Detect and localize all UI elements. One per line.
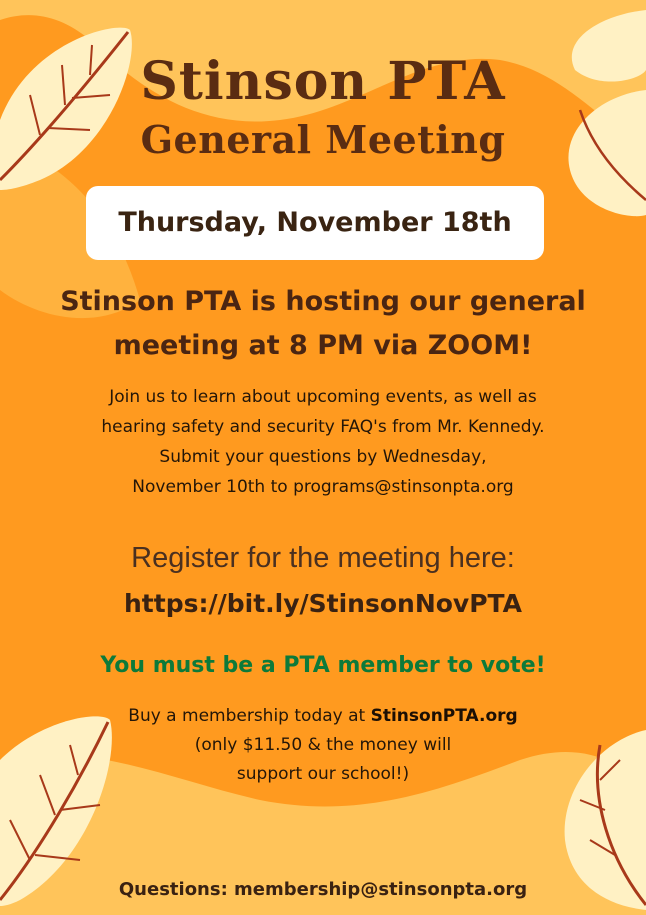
membership-line: (only $11.50 & the money will [194,735,452,755]
membership-site-link[interactable]: StinsonPTA.org [370,706,518,726]
questions-contact: Questions: membership@stinsonpta.org [118,879,528,900]
headline-line: Stinson PTA is hosting our general [60,286,586,317]
headline-line: meeting at 8 PM via ZOOM! [113,330,533,361]
description-line: Submit your questions by Wednesday, [159,447,487,467]
membership-line: support our school!) [236,764,410,784]
register-text: Register for the meeting here: [131,542,515,574]
autumn-leaf-icon [568,10,646,216]
description-line: Join us to learn about upcoming events, as well as [109,387,537,407]
buy-prefix: Buy a membership today at [128,706,371,726]
vote-notice: You must be a PTA member to vote! [100,653,546,678]
membership-info [0,702,646,789]
description-line: hearing safety and security FAQ's from Mr. Kennedy. [101,417,545,437]
description-line: November 10th to programs@stinsonpta.org [132,477,514,497]
date-banner [86,186,544,260]
title-line-1: Stinson PTA [140,51,506,112]
membership-line [0,702,646,731]
meeting-date: Thursday, November 18th [118,207,512,238]
event-description [0,382,646,502]
register-link[interactable]: https://bit.ly/StinsonNovPTA [124,589,522,618]
title-line-2: General Meeting [140,117,506,162]
headline [0,280,646,368]
